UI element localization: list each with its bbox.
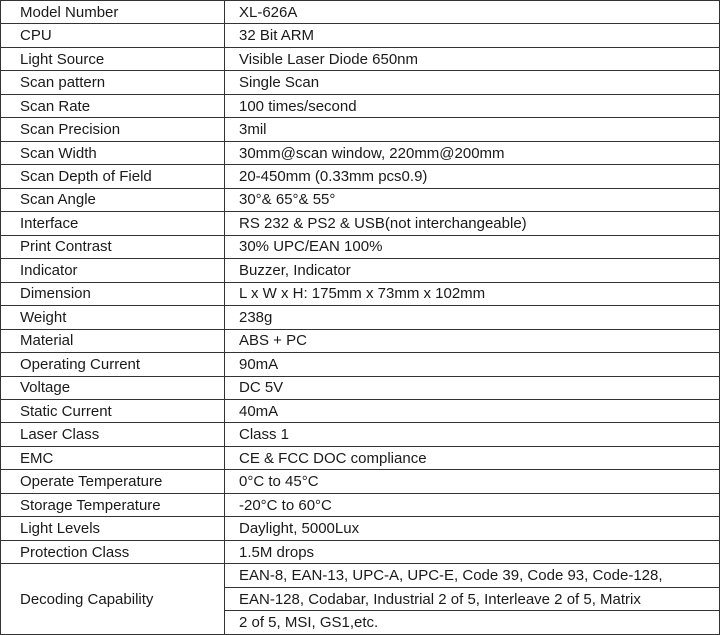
spec-label: Material <box>1 329 225 352</box>
spec-label: Weight <box>1 306 225 329</box>
spec-row <box>1 1 720 24</box>
spec-value: ABS + PC <box>225 329 720 352</box>
spec-row <box>1 24 720 47</box>
spec-row <box>1 399 720 422</box>
spec-label: Scan Depth of Field <box>1 165 225 188</box>
spec-label: Interface <box>1 212 225 235</box>
spec-value: 20-450mm (0.33mm pcs0.9) <box>225 165 720 188</box>
spec-row <box>1 235 720 258</box>
spec-label: Scan pattern <box>1 71 225 94</box>
spec-value: RS 232 & PS2 & USB(not interchangeable) <box>225 212 720 235</box>
spec-row <box>1 517 720 540</box>
spec-row <box>1 470 720 493</box>
spec-value: 40mA <box>225 399 720 422</box>
decoding-line: EAN-128, Codabar, Industrial 2 of 5, Interleave 2 of 5, Matrix <box>225 587 720 611</box>
spec-value: -20°C to 60°C <box>225 493 720 516</box>
spec-row <box>1 212 720 235</box>
spec-row <box>1 259 720 282</box>
spec-row <box>1 71 720 94</box>
spec-value: 100 times/second <box>225 94 720 117</box>
spec-row <box>1 329 720 352</box>
decoding-row <box>1 564 720 588</box>
spec-value: 0°C to 45°C <box>225 470 720 493</box>
spec-row <box>1 353 720 376</box>
spec-label: Storage Temperature <box>1 493 225 516</box>
spec-value: 30mm@scan window, 220mm@200mm <box>225 141 720 164</box>
spec-value: 238g <box>225 306 720 329</box>
spec-label: Scan Width <box>1 141 225 164</box>
spec-value: Daylight, 5000Lux <box>225 517 720 540</box>
spec-label: Protection Class <box>1 540 225 563</box>
spec-table-body <box>1 1 720 635</box>
spec-label: Laser Class <box>1 423 225 446</box>
spec-value: 32 Bit ARM <box>225 24 720 47</box>
spec-label: Light Levels <box>1 517 225 540</box>
spec-label: Scan Angle <box>1 188 225 211</box>
spec-row <box>1 118 720 141</box>
spec-row <box>1 188 720 211</box>
decoding-label: Decoding Capability <box>1 564 225 635</box>
spec-value: CE & FCC DOC compliance <box>225 446 720 469</box>
spec-value: Single Scan <box>225 71 720 94</box>
spec-value: 30% UPC/EAN 100% <box>225 235 720 258</box>
spec-row <box>1 47 720 70</box>
spec-value: 1.5M drops <box>225 540 720 563</box>
spec-row <box>1 423 720 446</box>
spec-label: Dimension <box>1 282 225 305</box>
spec-value: 90mA <box>225 353 720 376</box>
spec-value: Class 1 <box>225 423 720 446</box>
spec-value: 30°& 65°& 55° <box>225 188 720 211</box>
spec-row <box>1 306 720 329</box>
spec-value: DC 5V <box>225 376 720 399</box>
spec-row <box>1 540 720 563</box>
spec-value: Visible Laser Diode 650nm <box>225 47 720 70</box>
spec-label: Static Current <box>1 399 225 422</box>
spec-row <box>1 493 720 516</box>
spec-label: Indicator <box>1 259 225 282</box>
spec-value: 3mil <box>225 118 720 141</box>
spec-label: Light Source <box>1 47 225 70</box>
spec-row <box>1 376 720 399</box>
spec-value: L x W x H: 175mm x 73mm x 102mm <box>225 282 720 305</box>
spec-label: Model Number <box>1 1 225 24</box>
spec-row <box>1 165 720 188</box>
spec-label: Scan Rate <box>1 94 225 117</box>
decoding-line: 2 of 5, MSI, GS1,etc. <box>225 611 720 635</box>
spec-label: Operating Current <box>1 353 225 376</box>
spec-row <box>1 446 720 469</box>
spec-value: Buzzer, Indicator <box>225 259 720 282</box>
decoding-line: EAN-8, EAN-13, UPC-A, UPC-E, Code 39, Code 93, Code-128, <box>225 564 720 588</box>
spec-label: Print Contrast <box>1 235 225 258</box>
spec-row <box>1 141 720 164</box>
spec-label: Operate Temperature <box>1 470 225 493</box>
spec-row <box>1 282 720 305</box>
spec-value: XL-626A <box>225 1 720 24</box>
spec-label: EMC <box>1 446 225 469</box>
spec-row <box>1 94 720 117</box>
spec-label: Voltage <box>1 376 225 399</box>
spec-label: Scan Precision <box>1 118 225 141</box>
spec-label: CPU <box>1 24 225 47</box>
